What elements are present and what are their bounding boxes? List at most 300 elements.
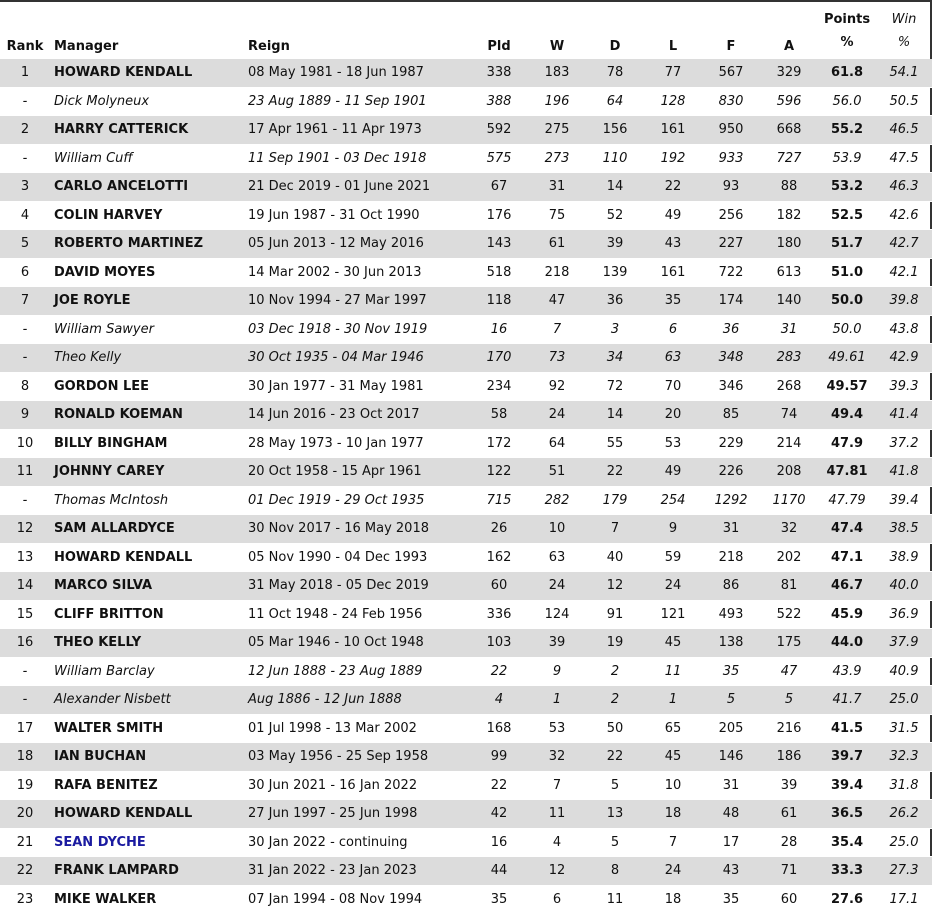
rank-cell: 9 (0, 401, 50, 430)
table-body (0, 59, 932, 914)
reign-cell: 08 May 1981 - 18 Jun 1987 (244, 59, 470, 87)
goals-against-cell: 47 (780, 663, 798, 679)
win-pct-cell: 42.7 (876, 230, 932, 259)
table-row (0, 173, 932, 202)
header-points-unit: % (840, 35, 854, 50)
manager-cell: CARLO ANCELOTTI (50, 173, 244, 202)
drawn-cell: 7 (586, 515, 644, 544)
manager-cell: DAVID MOYES (54, 264, 156, 280)
header-goals-against: A (783, 39, 795, 54)
lost-cell: 6 (668, 321, 678, 337)
goals-for-cell: 229 (718, 435, 744, 451)
reign-cell: 05 Nov 1990 - 04 Dec 1993 (248, 549, 428, 565)
reign-cell: 05 Jun 2013 - 12 May 2016 (244, 230, 470, 259)
rank-cell: 21 (16, 834, 34, 850)
lost-cell: 70 (664, 378, 682, 394)
rank-cell: - (0, 686, 50, 715)
win-pct-cell: 39.3 (889, 378, 919, 394)
manager-cell: MARCO SILVA (50, 572, 244, 601)
won-cell: 11 (528, 800, 586, 829)
goals-against-cell: 613 (776, 264, 802, 280)
manager-cell: GORDON LEE (54, 378, 150, 394)
table-row (0, 771, 932, 800)
rank-cell: - (22, 93, 28, 109)
won-cell: 39 (528, 629, 586, 658)
lost-cell: 1 (644, 686, 702, 715)
points-pct-cell: 47.79 (828, 492, 866, 508)
table-row (0, 372, 932, 401)
manager-cell: Dick Molyneux (54, 93, 150, 109)
played-cell: 4 (470, 686, 528, 715)
win-pct-cell: 46.5 (876, 116, 932, 145)
lost-cell: 18 (664, 891, 682, 907)
manager-cell: WALTER SMITH (54, 720, 164, 736)
reign-cell: 07 Jan 1994 - 08 Nov 1994 (248, 891, 423, 907)
reign-cell: 30 Jan 1977 - 31 May 1981 (248, 378, 424, 394)
lost-cell: 10 (664, 777, 682, 793)
lost-cell: 24 (644, 572, 702, 601)
header-win-pct (876, 4, 932, 59)
lost-cell: 77 (644, 59, 702, 87)
table-row (0, 629, 932, 658)
drawn-cell: 22 (586, 743, 644, 772)
points-pct-cell: 47.9 (830, 435, 864, 451)
rank-cell: 7 (0, 287, 50, 316)
win-pct-cell: 25.0 (889, 834, 919, 850)
lost-cell: 128 (660, 93, 686, 109)
played-cell: 42 (470, 800, 528, 829)
manager-cell: THEO KELLY (50, 629, 244, 658)
reign-cell: 03 May 1956 - 25 Sep 1958 (244, 743, 470, 772)
won-cell: 9 (552, 663, 562, 679)
goals-for-cell: 227 (702, 230, 760, 259)
played-cell: 172 (486, 435, 512, 451)
table-row (0, 600, 932, 629)
goals-for-cell: 35 (722, 663, 740, 679)
header-rank: Rank (6, 39, 44, 54)
drawn-cell: 110 (602, 150, 628, 166)
goals-for-cell: 256 (718, 207, 744, 223)
points-pct-cell: 47.81 (818, 458, 876, 487)
table-row (0, 116, 932, 145)
drawn-cell: 139 (602, 264, 628, 280)
goals-for-cell: 1292 (714, 492, 748, 508)
goals-for-cell: 35 (722, 891, 740, 907)
manager-cell: Theo Kelly (50, 344, 244, 373)
rank-cell: 15 (16, 606, 34, 622)
goals-against-cell: 175 (760, 629, 818, 658)
drawn-cell: 78 (586, 59, 644, 87)
manager-cell: Thomas McIntosh (54, 492, 169, 508)
goals-against-cell: 61 (760, 800, 818, 829)
goals-against-cell: 283 (760, 344, 818, 373)
win-pct-cell: 36.9 (889, 606, 919, 622)
points-pct-cell: 36.5 (818, 800, 876, 829)
won-cell: 7 (552, 321, 562, 337)
won-cell: 32 (528, 743, 586, 772)
lost-cell: 43 (644, 230, 702, 259)
table-row (0, 59, 932, 87)
reign-cell: 14 Mar 2002 - 30 Jun 2013 (248, 264, 422, 280)
rank-cell: 5 (0, 230, 50, 259)
table-row (0, 743, 932, 772)
win-pct-cell: 39.4 (889, 492, 919, 508)
table-row (0, 885, 932, 914)
rank-cell: - (22, 663, 28, 679)
table-row (0, 657, 932, 686)
drawn-cell: 64 (606, 93, 624, 109)
manager-cell: William Barclay (54, 663, 155, 679)
drawn-cell: 14 (586, 401, 644, 430)
table-row (0, 230, 932, 259)
win-pct-cell: 39.8 (876, 287, 932, 316)
drawn-cell: 52 (606, 207, 624, 223)
rank-cell: 13 (16, 549, 34, 565)
win-pct-cell: 40.0 (876, 572, 932, 601)
drawn-cell: 55 (606, 435, 624, 451)
goals-against-cell: 202 (776, 549, 802, 565)
header-drawn: D (609, 39, 621, 54)
rank-cell: 23 (16, 891, 34, 907)
played-cell: 22 (490, 663, 508, 679)
won-cell: 63 (548, 549, 566, 565)
table-row (0, 458, 932, 487)
played-cell: 118 (470, 287, 528, 316)
points-pct-cell: 41.5 (830, 720, 864, 736)
played-cell: 99 (470, 743, 528, 772)
manager-cell: Alexander Nisbett (50, 686, 244, 715)
rank-cell: 4 (20, 207, 30, 223)
drawn-cell: 12 (586, 572, 644, 601)
header-win-label: Win (891, 12, 917, 27)
reign-cell: 01 Dec 1919 - 29 Oct 1935 (248, 492, 425, 508)
goals-against-cell: 1170 (772, 492, 806, 508)
reign-cell: 30 Nov 2017 - 16 May 2018 (244, 515, 470, 544)
lost-cell: 22 (644, 173, 702, 202)
drawn-cell: 14 (586, 173, 644, 202)
manager-cell: RAFA BENITEZ (54, 777, 158, 793)
table-row (0, 315, 932, 344)
header-goals-for: F (726, 39, 736, 54)
won-cell: 12 (528, 857, 586, 886)
table-row (0, 258, 932, 287)
table-row (0, 857, 932, 886)
table-row (0, 344, 932, 373)
goals-for-cell: 138 (702, 629, 760, 658)
played-cell: 592 (470, 116, 528, 145)
manager-cell: HOWARD KENDALL (54, 549, 193, 565)
win-pct-cell: 37.2 (889, 435, 919, 451)
goals-for-cell: 722 (718, 264, 744, 280)
won-cell: 1 (528, 686, 586, 715)
goals-against-cell: 182 (776, 207, 802, 223)
rank-cell: 11 (0, 458, 50, 487)
goals-for-cell: 43 (702, 857, 760, 886)
table-row (0, 429, 932, 458)
rank-cell: 6 (20, 264, 30, 280)
played-cell: 103 (470, 629, 528, 658)
rank-cell: 14 (0, 572, 50, 601)
reign-cell: 20 Oct 1958 - 15 Apr 1961 (244, 458, 470, 487)
lost-cell: 65 (664, 720, 682, 736)
goals-against-cell: 60 (780, 891, 798, 907)
win-pct-cell: 41.8 (876, 458, 932, 487)
rank-cell: - (22, 492, 28, 508)
drawn-cell: 19 (586, 629, 644, 658)
points-pct-cell: 27.6 (830, 891, 864, 907)
win-pct-cell: 50.5 (889, 93, 919, 109)
played-cell: 338 (470, 59, 528, 87)
drawn-cell: 3 (610, 321, 620, 337)
drawn-cell: 50 (606, 720, 624, 736)
reign-cell: 27 Jun 1997 - 25 Jun 1998 (244, 800, 470, 829)
header-points-label: Points (823, 12, 871, 27)
manager-cell: RONALD KOEMAN (50, 401, 244, 430)
table-row (0, 201, 932, 230)
played-cell: 176 (486, 207, 512, 223)
points-pct-cell: 47.4 (818, 515, 876, 544)
goals-against-cell: 216 (776, 720, 802, 736)
drawn-cell: 22 (586, 458, 644, 487)
played-cell: 388 (486, 93, 512, 109)
manager-cell: SEAN DYCHE (54, 834, 146, 850)
rank-cell: 18 (0, 743, 50, 772)
lost-cell: 49 (644, 458, 702, 487)
goals-for-cell: 36 (722, 321, 740, 337)
reign-cell: 10 Nov 1994 - 27 Mar 1997 (244, 287, 470, 316)
table-row (0, 515, 932, 544)
header-won: W (549, 39, 565, 54)
manager-cell: HARRY CATTERICK (50, 116, 244, 145)
lost-cell: 24 (644, 857, 702, 886)
manager-cell: IAN BUCHAN (50, 743, 244, 772)
win-pct-cell: 54.1 (876, 59, 932, 87)
manager-cell: ROBERTO MARTINEZ (50, 230, 244, 259)
manager-cell: MIKE WALKER (54, 891, 157, 907)
won-cell: 7 (552, 777, 562, 793)
drawn-cell: 5 (610, 777, 620, 793)
win-pct-cell: 42.9 (876, 344, 932, 373)
reign-cell: 30 Jan 2022 - continuing (248, 834, 408, 850)
goals-against-cell: 596 (776, 93, 802, 109)
points-pct-cell: 46.7 (818, 572, 876, 601)
lost-cell: 45 (644, 743, 702, 772)
rank-cell: 2 (0, 116, 50, 145)
rank-cell: 8 (20, 378, 30, 394)
won-cell: 75 (548, 207, 566, 223)
lost-cell: 45 (644, 629, 702, 658)
points-pct-cell: 44.0 (818, 629, 876, 658)
drawn-cell: 91 (606, 606, 624, 622)
manager-cell: JOHNNY CAREY (50, 458, 244, 487)
won-cell: 64 (548, 435, 566, 451)
win-pct-cell: 38.5 (876, 515, 932, 544)
lost-cell: 254 (660, 492, 686, 508)
won-cell: 124 (544, 606, 570, 622)
goals-for-cell: 567 (702, 59, 760, 87)
points-pct-cell: 51.0 (830, 264, 864, 280)
goals-for-cell: 346 (718, 378, 744, 394)
rank-cell: 12 (0, 515, 50, 544)
points-pct-cell: 39.4 (830, 777, 864, 793)
manager-cell: HOWARD KENDALL (50, 800, 244, 829)
win-pct-cell: 27.3 (876, 857, 932, 886)
played-cell: 16 (490, 834, 508, 850)
goals-for-cell: 17 (722, 834, 740, 850)
table-row (0, 144, 932, 173)
played-cell: 336 (486, 606, 512, 622)
lost-cell: 63 (644, 344, 702, 373)
won-cell: 24 (528, 572, 586, 601)
rank-cell: - (22, 150, 28, 166)
goals-for-cell: 93 (702, 173, 760, 202)
goals-for-cell: 933 (718, 150, 744, 166)
lost-cell: 18 (644, 800, 702, 829)
rank-cell: - (22, 321, 28, 337)
lost-cell: 20 (644, 401, 702, 430)
won-cell: 218 (544, 264, 570, 280)
manager-cell: William Cuff (54, 150, 133, 166)
goals-against-cell: 88 (760, 173, 818, 202)
win-pct-cell: 43.8 (889, 321, 919, 337)
goals-against-cell: 32 (760, 515, 818, 544)
goals-for-cell: 31 (722, 777, 740, 793)
table-row (0, 87, 932, 116)
goals-against-cell: 140 (760, 287, 818, 316)
managers-table (0, 4, 932, 914)
won-cell: 51 (528, 458, 586, 487)
drawn-cell: 36 (586, 287, 644, 316)
points-pct-cell: 41.7 (818, 686, 876, 715)
won-cell: 4 (552, 834, 562, 850)
goals-for-cell: 85 (702, 401, 760, 430)
goals-for-cell: 174 (702, 287, 760, 316)
points-pct-cell: 50.0 (832, 321, 862, 337)
drawn-cell: 40 (606, 549, 624, 565)
table-row (0, 714, 932, 743)
played-cell: 35 (490, 891, 508, 907)
won-cell: 183 (528, 59, 586, 87)
won-cell: 53 (548, 720, 566, 736)
goals-for-cell: 226 (702, 458, 760, 487)
win-pct-cell: 47.5 (889, 150, 919, 166)
goals-for-cell: 205 (718, 720, 744, 736)
points-pct-cell: 55.2 (818, 116, 876, 145)
lost-cell: 53 (664, 435, 682, 451)
reign-cell: 21 Dec 2019 - 01 June 2021 (244, 173, 470, 202)
points-pct-cell: 51.7 (818, 230, 876, 259)
table-row (0, 572, 932, 601)
played-cell: 26 (470, 515, 528, 544)
reign-cell: 11 Sep 1901 - 03 Dec 1918 (248, 150, 427, 166)
rank-cell: 17 (16, 720, 34, 736)
header-played: Pld (487, 39, 511, 54)
goals-for-cell: 146 (702, 743, 760, 772)
lost-cell: 192 (660, 150, 686, 166)
played-cell: 16 (490, 321, 508, 337)
won-cell: 10 (528, 515, 586, 544)
rank-cell: 20 (0, 800, 50, 829)
drawn-cell: 179 (602, 492, 628, 508)
points-pct-cell: 43.9 (832, 663, 862, 679)
win-pct-cell: 42.6 (889, 207, 919, 223)
won-cell: 61 (528, 230, 586, 259)
points-pct-cell: 39.7 (818, 743, 876, 772)
goals-for-cell: 86 (702, 572, 760, 601)
reign-cell: 03 Dec 1918 - 30 Nov 1919 (248, 321, 428, 337)
lost-cell: 7 (668, 834, 678, 850)
points-pct-cell: 47.1 (830, 549, 864, 565)
played-cell: 67 (470, 173, 528, 202)
win-pct-cell: 32.3 (876, 743, 932, 772)
manager-cell: BILLY BINGHAM (54, 435, 168, 451)
goals-against-cell: 668 (760, 116, 818, 145)
goals-against-cell: 28 (780, 834, 798, 850)
played-cell: 122 (470, 458, 528, 487)
reign-cell: 01 Jul 1998 - 13 Mar 2002 (248, 720, 417, 736)
table-row (0, 686, 932, 715)
win-pct-cell: 42.1 (889, 264, 919, 280)
goals-against-cell: 268 (776, 378, 802, 394)
drawn-cell: 13 (586, 800, 644, 829)
manager-cell: CLIFF BRITTON (54, 606, 164, 622)
goals-against-cell: 522 (776, 606, 802, 622)
played-cell: 162 (486, 549, 512, 565)
goals-for-cell: 5 (702, 686, 760, 715)
goals-against-cell: 5 (760, 686, 818, 715)
rank-cell: 3 (0, 173, 50, 202)
drawn-cell: 34 (586, 344, 644, 373)
goals-against-cell: 39 (780, 777, 798, 793)
goals-for-cell: 950 (702, 116, 760, 145)
won-cell: 31 (528, 173, 586, 202)
header-lost: L (668, 39, 678, 54)
won-cell: 196 (544, 93, 570, 109)
points-pct-cell: 49.61 (818, 344, 876, 373)
won-cell: 24 (528, 401, 586, 430)
goals-for-cell: 31 (702, 515, 760, 544)
win-pct-cell: 25.0 (876, 686, 932, 715)
rank-cell: 16 (0, 629, 50, 658)
lost-cell: 161 (644, 116, 702, 145)
played-cell: 715 (486, 492, 512, 508)
played-cell: 518 (486, 264, 512, 280)
header-manager: Manager (54, 39, 119, 54)
points-pct-cell: 49.4 (818, 401, 876, 430)
won-cell: 6 (552, 891, 562, 907)
drawn-cell: 11 (606, 891, 624, 907)
rank-cell: - (0, 344, 50, 373)
goals-against-cell: 31 (780, 321, 798, 337)
goals-against-cell: 329 (760, 59, 818, 87)
reign-cell: 19 Jun 1987 - 31 Oct 1990 (248, 207, 420, 223)
table-row (0, 486, 932, 515)
drawn-cell: 2 (586, 686, 644, 715)
won-cell: 47 (528, 287, 586, 316)
win-pct-cell: 40.9 (889, 663, 919, 679)
goals-against-cell: 71 (760, 857, 818, 886)
reign-cell: 23 Aug 1889 - 11 Sep 1901 (248, 93, 427, 109)
table-row (0, 287, 932, 316)
reign-cell: 14 Jun 2016 - 23 Oct 2017 (244, 401, 470, 430)
manager-cell: HOWARD KENDALL (50, 59, 244, 87)
goals-for-cell: 348 (702, 344, 760, 373)
win-pct-cell: 38.9 (889, 549, 919, 565)
goals-for-cell: 48 (702, 800, 760, 829)
won-cell: 275 (528, 116, 586, 145)
rank-cell: 22 (0, 857, 50, 886)
points-pct-cell: 50.0 (818, 287, 876, 316)
